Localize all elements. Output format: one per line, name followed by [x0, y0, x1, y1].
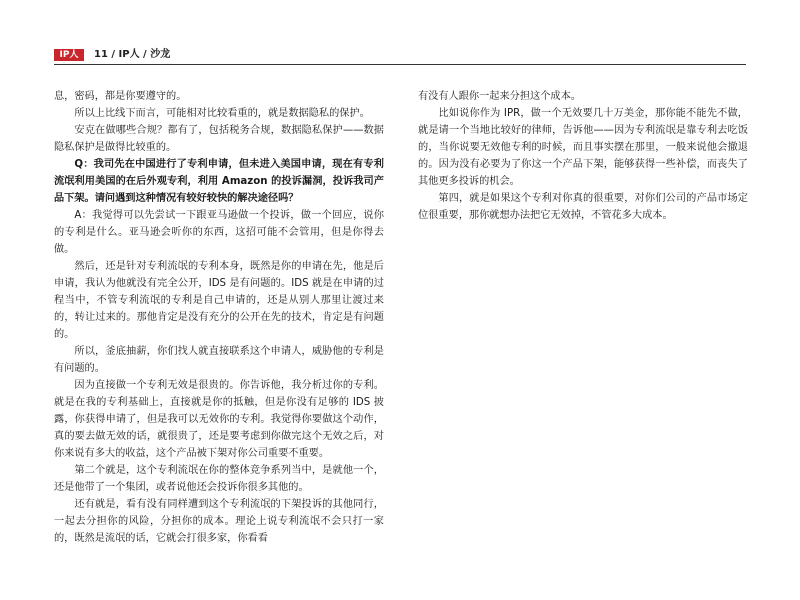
page-header	[0, 44, 800, 66]
section-tag: IP人	[54, 49, 84, 61]
paragraph: 比如说你作为 IPR，做一个无效要几十万美金，那你能不能先不做，就是请一个当地比较好的律师，告诉他——因为专利流氓是靠专利去吃饭的，当你说要无效他专利的时候，而且事实摆在那里，一般来说他会撤退的。因为没有必要为了你这一个产品下架，能够获得一些补偿，而丧失了其他更多投诉的机会。	[418, 108, 748, 187]
paragraph: 因为直接做一个专利无效是很贵的。你告诉他，我分析过你的专利。就是在我的专利基础上，直接就是你的抵触，但是你没有足够的 IDS 披露，你获得申请了，但是我可以无效你的专利。我觉得你要做这个动作，真的要去做无效的话，就很贵了，还是要考虑到你做完这个无效之后，对你来说有多大的收益，这个产品被下架对你公司重要不重要。	[54, 380, 384, 459]
paragraph: 所以上比线下而言，可能相对比较看重的，就是数据隐私的保护。	[74, 108, 370, 119]
header-rule	[54, 64, 746, 65]
paragraph: 第二个就是，这个专利流氓在你的整体竞争系列当中，是就他一个，还是他带了一个集团，或者说他还会投诉你很多其他的。	[54, 465, 384, 493]
right-column	[418, 88, 748, 224]
paragraph: 第四，就是如果这个专利对你真的很重要，对你们公司的产品市场定位很重要，那你就想办法把它无效掉，不管花多大成本。	[418, 193, 748, 221]
paragraph: 安克在做哪些合规？都有了，包括税务合规，数据隐私保护——数据隐私保护是做得比较重的。	[54, 125, 384, 153]
question-paragraph: Q：我司先在中国进行了专利申请，但未进入美国申请，现在有专利流氓利用美国的在后外观专利，利用 Amazon 的投诉漏洞，投诉我司产品下架。请问遇到这种情况有较好较快的解决途径吗？	[54, 159, 384, 204]
answer-paragraph: A：我觉得可以先尝试一下跟亚马逊做一个投诉，做一个回应，说你的专利是什么。亚马逊会听你的东西，这招可能不会管用，但是你得去做。	[54, 210, 384, 255]
running-title: 11 / IP人 / 沙龙	[94, 49, 171, 60]
paragraph: 所以，釜底抽薪，你们找人就直接联系这个申请人，威胁他的专利是有问题的。	[54, 346, 384, 374]
paragraph: 息，密码，都是你要遵守的。	[54, 91, 187, 102]
paragraph: 然后，还是针对专利流氓的专利本身，既然是你的申请在先，他是后申请，我认为他就没有完全公开，IDS 是有问题的。IDS 就是在申请的过程当中，不管专利流氓的专利是自己申请的，还是从别人那里让渡过来的，转让过来的。那他肯定是没有充分的公开在先的技术，肯定是有问题的。	[54, 261, 384, 340]
left-column	[54, 88, 384, 547]
paragraph: 有没有人跟你一起来分担这个成本。	[418, 91, 581, 102]
paragraph: 还有就是，看有没有同样遭到这个专利流氓的下架投诉的其他同行，一起去分担你的风险，分担你的成本。理论上说专利流氓不会只打一家的，既然是流氓的话，它就会打很多家，你看看	[54, 499, 384, 544]
